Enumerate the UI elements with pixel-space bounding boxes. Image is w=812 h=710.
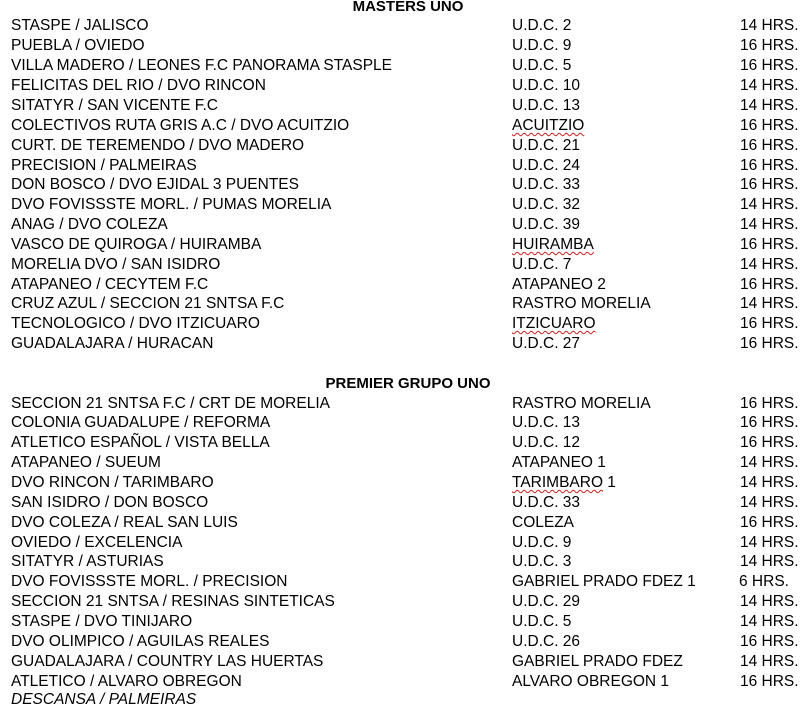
venue-cell: U.D.C. 13: [512, 414, 581, 431]
time-cell: 16 HRS.: [740, 157, 799, 174]
match-cell: DON BOSCO / DVO EJIDAL 3 PUENTES: [11, 176, 299, 193]
time-cell: 14 HRS.: [740, 256, 799, 273]
match-cell: COLECTIVOS RUTA GRIS A.C / DVO ACUITZIO: [11, 117, 350, 134]
venue-cell: GABRIEL PRADO FDEZ: [512, 653, 683, 670]
table-row: [0, 592, 812, 612]
table-row: [0, 632, 812, 652]
match-cell: PUEBLA / OVIEDO: [11, 37, 145, 54]
venue-cell: U.D.C. 21: [512, 137, 581, 154]
table-row: [0, 413, 812, 433]
venue-cell: U.D.C. 9: [512, 37, 572, 54]
table-row: [0, 275, 812, 295]
time-cell: 16 HRS.: [740, 335, 799, 352]
venue-cell: GABRIEL PRADO FDEZ 1: [512, 573, 696, 590]
match-cell: ATAPANEO / SUEUM: [11, 454, 161, 471]
table-row: [0, 255, 812, 275]
match-cell: TECNOLOGICO / DVO ITZICUARO: [11, 315, 260, 332]
time-cell: 16 HRS.: [740, 176, 799, 193]
table-row: [0, 76, 812, 96]
table-row: [0, 334, 812, 354]
match-cell: MORELIA DVO / SAN ISIDRO: [11, 256, 221, 273]
table-row: [0, 294, 812, 314]
match-cell: OVIEDO / EXCELENCIA: [11, 534, 183, 551]
venue-cell: ACUITZIO: [512, 117, 585, 134]
time-cell: 16 HRS.: [740, 434, 799, 451]
time-cell: 16 HRS.: [740, 117, 799, 134]
table-row: [0, 473, 812, 493]
venue-cell: U.D.C. 2: [512, 17, 572, 34]
table-row: [0, 314, 812, 334]
time-cell: 16 HRS.: [740, 414, 799, 431]
venue-cell: U.D.C. 9: [512, 534, 572, 551]
table-row: [0, 572, 812, 592]
venue-cell: U.D.C. 26: [512, 633, 581, 650]
premier-title: PREMIER GRUPO UNO: [325, 375, 491, 392]
time-cell: 14 HRS.: [740, 196, 799, 213]
table-row: [0, 433, 812, 453]
table-row: [0, 552, 812, 572]
time-cell: 16 HRS.: [740, 236, 799, 253]
venue-cell: U.D.C. 7: [512, 256, 572, 273]
match-cell: DVO FOVISSSTE MORL. / PRECISION: [11, 573, 288, 590]
venue-cell: U.D.C. 5: [512, 613, 572, 630]
match-cell: SECCION 21 SNTSA / RESINAS SINTETICAS: [11, 593, 335, 610]
table-row: [0, 453, 812, 473]
venue-cell: U.D.C. 39: [512, 216, 581, 233]
match-cell: SAN ISIDRO / DON BOSCO: [11, 494, 209, 511]
rest-note: DESCANSA / PALMEIRAS: [11, 691, 197, 708]
time-cell: 14 HRS.: [740, 454, 799, 471]
table-row: [0, 652, 812, 672]
time-cell: 6 HRS.: [739, 573, 789, 590]
match-cell: COLONIA GUADALUPE / REFORMA: [11, 414, 271, 431]
match-cell: VASCO DE QUIROGA / HUIRAMBA: [11, 236, 262, 253]
match-cell: SITATYR / SAN VICENTE F.C: [11, 97, 218, 114]
venue-cell: U.D.C. 3: [512, 553, 572, 570]
table-row: [0, 36, 812, 56]
table-row: [0, 96, 812, 116]
time-cell: 14 HRS.: [740, 97, 799, 114]
time-cell: 14 HRS.: [740, 77, 799, 94]
time-cell: 14 HRS.: [740, 553, 799, 570]
table-row: [0, 672, 812, 692]
table-row: [0, 612, 812, 632]
table-row: [0, 394, 812, 414]
venue-cell: U.D.C. 33: [512, 176, 581, 193]
table-row: [0, 533, 812, 553]
venue-cell: U.D.C. 13: [512, 97, 581, 114]
match-cell: ATLETICO / ALVARO OBREGON: [11, 673, 242, 690]
match-cell: PRECISION / PALMEIRAS: [11, 157, 197, 174]
time-cell: 14 HRS.: [740, 593, 799, 610]
match-cell: GUADALAJARA / HURACAN: [11, 335, 214, 352]
time-cell: 16 HRS.: [740, 137, 799, 154]
time-cell: 16 HRS.: [740, 395, 799, 412]
venue-cell: HUIRAMBA: [512, 236, 594, 253]
venue-cell: U.D.C. 5: [512, 57, 572, 74]
table-row: [0, 116, 812, 136]
match-cell: FELICITAS DEL RIO / DVO RINCON: [11, 77, 266, 94]
time-cell: 14 HRS.: [740, 216, 799, 233]
time-cell: 16 HRS.: [740, 673, 799, 690]
venue-cell: U.D.C. 29: [512, 593, 581, 610]
venue-cell: U.D.C. 27: [512, 335, 581, 352]
venue-cell: U.D.C. 24: [512, 157, 581, 174]
venue-suffix: 1: [603, 474, 616, 491]
time-cell: 16 HRS.: [740, 633, 799, 650]
match-cell: STASPE / JALISCO: [11, 17, 149, 34]
time-cell: 14 HRS.: [740, 17, 799, 34]
time-cell: 16 HRS.: [740, 57, 799, 74]
table-row: [0, 16, 812, 36]
venue-cell: ATAPANEO 1: [512, 454, 606, 471]
time-cell: 16 HRS.: [740, 37, 799, 54]
table-row: [0, 175, 812, 195]
time-cell: 16 HRS.: [740, 514, 799, 531]
match-cell: DVO RINCON / TARIMBARO: [11, 474, 214, 491]
time-cell: 14 HRS.: [740, 534, 799, 551]
time-cell: 14 HRS.: [740, 474, 799, 491]
venue-cell: RASTRO MORELIA: [512, 395, 651, 412]
match-cell: CURT. DE TEREMENDO / DVO MADERO: [11, 137, 305, 154]
table-row: [0, 136, 812, 156]
match-cell: SECCION 21 SNTSA F.C / CRT DE MORELIA: [11, 395, 330, 412]
masters-title: MASTERS UNO: [352, 0, 464, 15]
table-row: [0, 56, 812, 76]
table-row: [0, 513, 812, 533]
time-cell: 14 HRS.: [740, 494, 799, 511]
match-cell: STASPE / DVO TINIJARO: [11, 613, 193, 630]
table-row: [0, 215, 812, 235]
time-cell: 14 HRS.: [740, 295, 799, 312]
match-cell: ATLETICO ESPAÑOL / VISTA BELLA: [11, 434, 270, 451]
venue-cell: U.D.C. 12: [512, 434, 581, 451]
table-row: [0, 156, 812, 176]
table-row: [0, 195, 812, 215]
match-cell: DVO OLIMPICO / AGUILAS REALES: [11, 633, 270, 650]
venue-cell: COLEZA: [512, 514, 575, 531]
venue-cell: U.D.C. 32: [512, 196, 581, 213]
venue-cell: ITZICUARO: [512, 315, 596, 332]
time-cell: 14 HRS.: [740, 613, 799, 630]
match-cell: GUADALAJARA / COUNTRY LAS HUERTAS: [11, 653, 324, 670]
match-cell: CRUZ AZUL / SECCION 21 SNTSA F.C: [11, 295, 285, 312]
venue-cell: [512, 473, 616, 493]
table-row: [0, 493, 812, 513]
time-cell: 14 HRS.: [740, 653, 799, 670]
venue-cell: U.D.C. 33: [512, 494, 581, 511]
match-cell: ATAPANEO / CECYTEM F.C: [11, 276, 209, 293]
match-cell: ANAG / DVO COLEZA: [11, 216, 168, 233]
venue-cell: ALVARO OBREGON 1: [512, 673, 670, 690]
venue-cell: U.D.C. 10: [512, 77, 581, 94]
venue-cell: RASTRO MORELIA: [512, 295, 651, 312]
table-row: [0, 235, 812, 255]
venue-name: TARIMBARO: [512, 474, 603, 491]
match-cell: VILLA MADERO / LEONES F.C PANORAMA STASPLE: [11, 57, 393, 74]
venue-cell: ATAPANEO 2: [512, 276, 606, 293]
time-cell: 16 HRS.: [740, 315, 799, 332]
match-cell: DVO FOVISSSTE MORL. / PUMAS MORELIA: [11, 196, 332, 213]
time-cell: 16 HRS.: [740, 276, 799, 293]
match-cell: SITATYR / ASTURIAS: [11, 553, 164, 570]
match-cell: DVO COLEZA / REAL SAN LUIS: [11, 514, 238, 531]
